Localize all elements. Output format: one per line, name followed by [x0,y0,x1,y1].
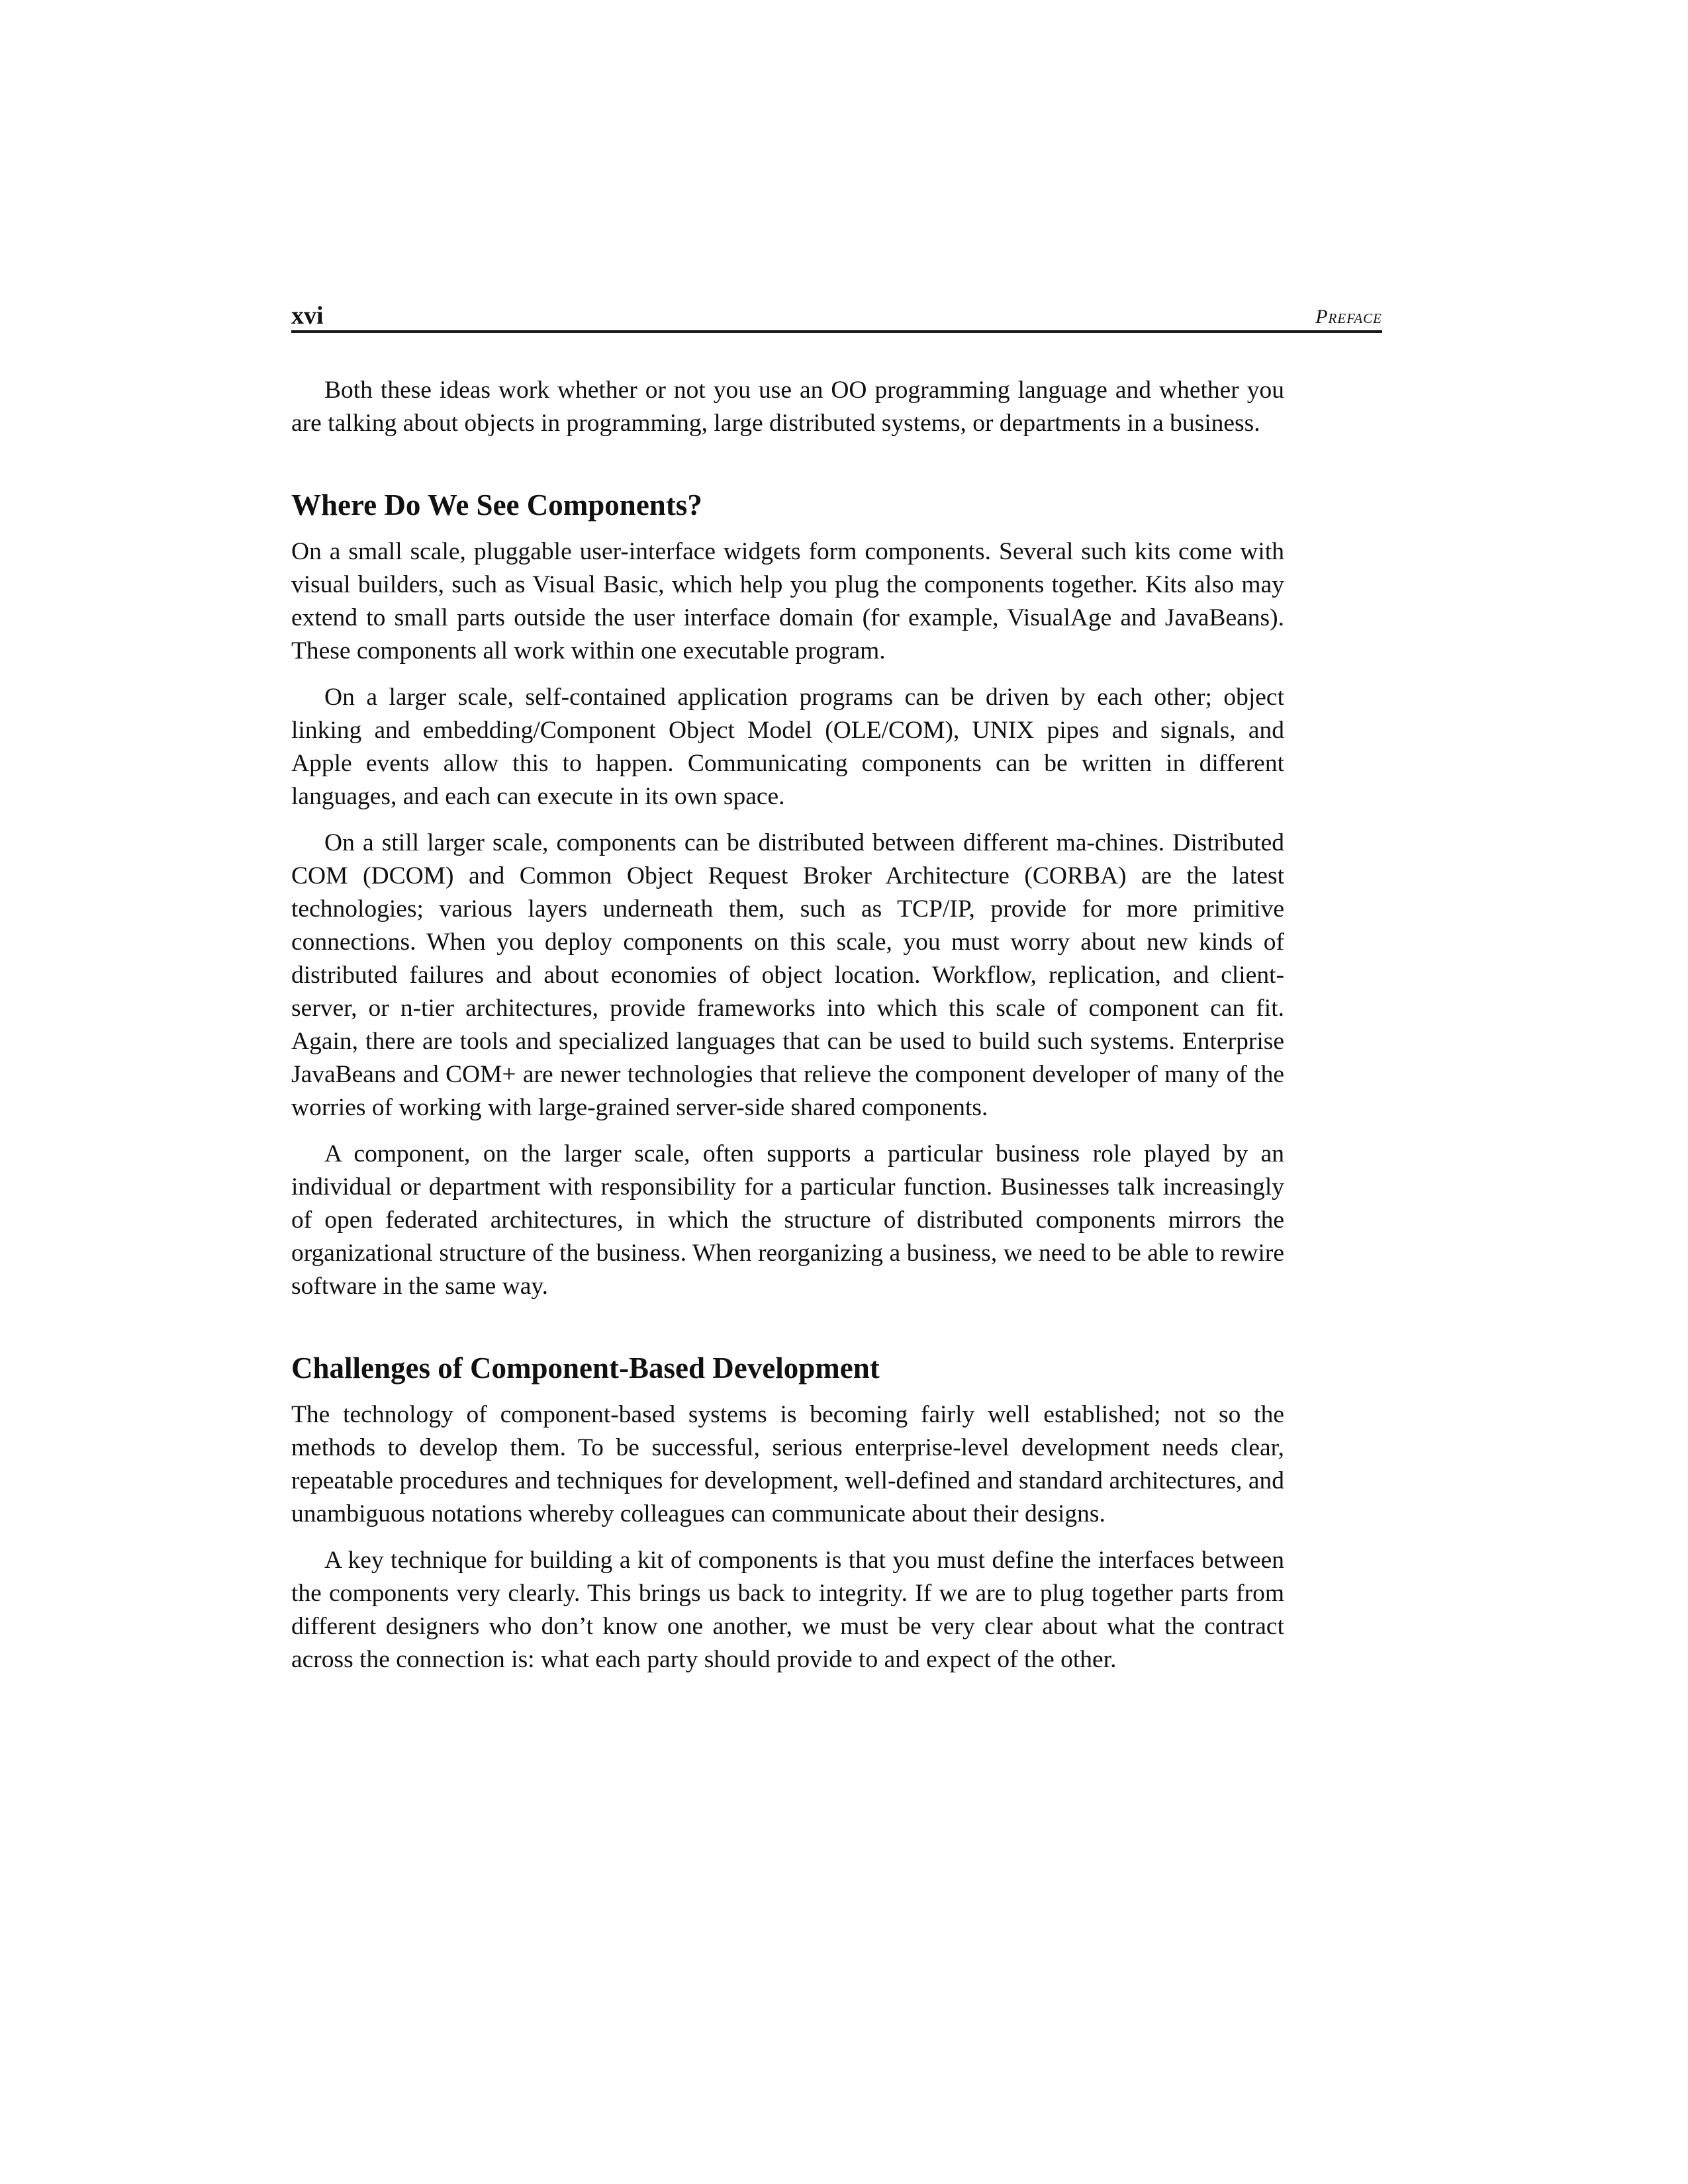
intro-paragraph: Both these ideas work whether or not you use an OO programming language and whether you are talking about objects in programming, large distributed systems, or departments in a business. [291,377,1284,437]
section-heading-challenges: Challenges of Component-Based Development [291,1351,880,1385]
paragraph: On a larger scale, self-contained application programs can be driven by each other; object linking and embedding/Component Object Model (OLE/COM), UNIX pipes and signals, and Apple events allow this to happen. Communicating components can be written in different languages, and each can execute in its own space. [291,684,1284,810]
page-number: xvi [291,302,324,330]
paragraph: The technology of component-based systems is becoming fairly well established; not so the methods to develop them. To be successful, serious enterprise-level development needs clear, repeatable procedures and techniques for development, well-defined and standard architectures, and unambiguous notations whereby colleagues can communicate about their designs. [291,1401,1284,1527]
page-body [291,374,1284,1690]
paragraph: On a still larger scale, components can be distributed between different ma-chines. Distributed COM (DCOM) and Common Object Request Broker Architecture (CORBA) are the latest technologies; various layers underneath them, such as TCP/IP, provide for more primitive connections. When you deploy components on this scale, you must worry about new kinds of distributed failures and about economies of object location. Workflow, replication, and client-server, or n-tier architectures, provide frameworks into which this scale of component can fit. Again, there are tools and specialized languages that can be used to build such systems. Enterprise JavaBeans and COM+ are newer technologies that relieve the component developer of many of the worries of working with large-grained server-side shared components. [291,829,1284,1121]
paragraph: A key technique for building a kit of components is that you must define the interfaces between the components very clearly. This brings us back to integrity. If we are to plug together parts from different designers who don’t know one another, we must be very clear about what the contract across the connection is: what each party should provide to and expect of the other. [291,1547,1284,1673]
running-section-title: Preface [1315,306,1382,328]
section-heading-where-components: Where Do We See Components? [291,488,702,522]
paragraph: On a small scale, pluggable user-interface widgets form components. Several such kits come with visual builders, such as Visual Basic, which help you plug the components together. Kits also may extend to small parts outside the user interface domain (for example, VisualAge and JavaBeans). These components all work within one executable program. [291,538,1284,664]
paragraph: A component, on the larger scale, often supports a particular business role played by an individual or department with responsibility for a particular function. Businesses talk increasingly of open federated architectures, in which the structure of distributed components mirrors the organizational structure of the business. When reorganizing a business, we need to be able to rewire software in the same way. [291,1140,1284,1300]
running-header [291,301,1382,333]
